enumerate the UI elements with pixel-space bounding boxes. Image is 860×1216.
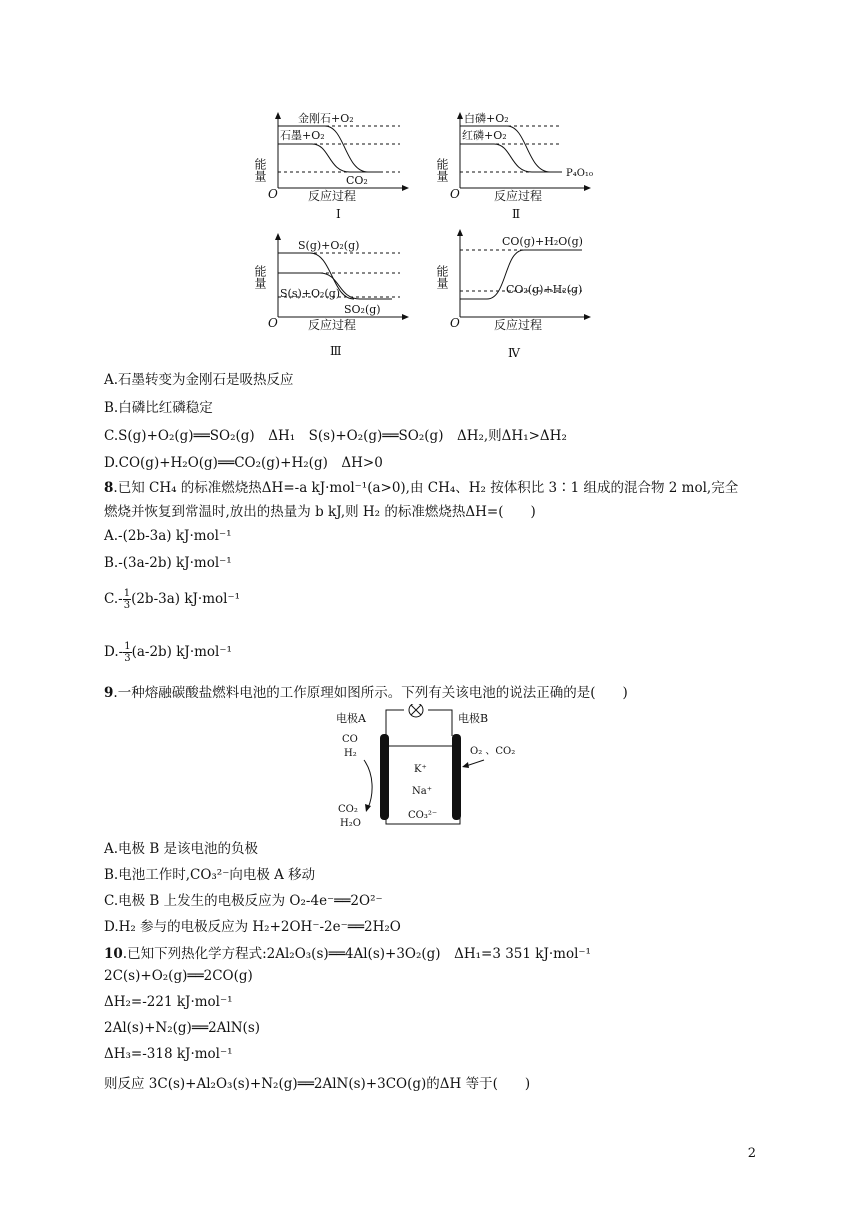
origin-label: O bbox=[268, 316, 278, 330]
fraction bbox=[123, 588, 131, 611]
q9-stem-text: .一种熔融碳酸盐燃料电池的工作原理如图所示。下列有关该电池的说法正确的是( ) bbox=[113, 685, 628, 701]
origin-label: O bbox=[268, 187, 278, 201]
question-number: 10 bbox=[104, 946, 123, 962]
q10-ask: 则反应 3C(s)+Al₂O₃(s)+N₂(g)══2AlN(s)+3CO(g)的ΔH 等于( ) bbox=[104, 1076, 531, 1092]
diagram-top-label: 金刚石+O₂ bbox=[298, 112, 354, 125]
q8-option-a: A.-(2b-3a) kJ·mol⁻¹ bbox=[104, 528, 232, 544]
electrode-a bbox=[380, 734, 389, 820]
q10-stem-text: .已知下列热化学方程式:2Al₂O₃(s)══4Al(s)+3O₂(g) ΔH₁=3 351 kJ·mol⁻¹ bbox=[122, 946, 591, 962]
question-number: 8 bbox=[104, 480, 114, 496]
fraction-numerator: 1 bbox=[123, 588, 131, 599]
q7-option-d: D.CO(g)+H₂O(g)══CO₂(g)+H₂(g) ΔH>0 bbox=[104, 455, 383, 471]
diagram-end-label: CO₂(g)+H₂(g) bbox=[506, 283, 583, 296]
diagram-top-label: CO(g)+H₂O(g) bbox=[502, 235, 583, 248]
q9-option-b: B.电池工作时,CO₃²⁻向电极 A 移动 bbox=[104, 867, 316, 883]
option-prefix: C.- bbox=[104, 591, 123, 607]
q8-stem-line1 bbox=[104, 476, 738, 496]
energy-diagram-3 bbox=[250, 233, 420, 361]
output-a-line2: H₂O bbox=[340, 818, 361, 829]
energy-diagram-2 bbox=[432, 108, 602, 224]
q9-option-a: A.电极 B 是该电池的负极 bbox=[104, 841, 259, 857]
electrode-b bbox=[452, 734, 461, 820]
x-axis-label: 反应过程 bbox=[308, 189, 357, 203]
x-axis-label: 反应过程 bbox=[494, 189, 543, 203]
fraction-denominator: 3 bbox=[124, 653, 131, 664]
q7-option-b: B.白磷比红磷稳定 bbox=[104, 400, 213, 416]
q8-stem-line2: 燃烧并恢复到常温时,放出的热量为 b kJ,则 H₂ 的标准燃烧热ΔH=( ) bbox=[104, 504, 536, 520]
q9-stem bbox=[104, 681, 628, 701]
q10-equation-2: 2C(s)+O₂(g)══2CO(g) bbox=[104, 968, 253, 984]
diagram-top-label: 白磷+O₂ bbox=[464, 112, 509, 125]
y-axis-label: 能量 bbox=[435, 158, 449, 182]
diagram-top-label: S(g)+O₂(g) bbox=[298, 239, 360, 252]
y-axis-label: 能量 bbox=[253, 158, 267, 182]
diagram-mid-label: 红磷+O₂ bbox=[462, 129, 507, 142]
diagram-end-label: P₄O₁₀ bbox=[566, 168, 593, 179]
figure-label: Ⅰ bbox=[336, 207, 341, 221]
y-axis-label: 能量 bbox=[435, 265, 449, 289]
option-suffix: (2b-3a) kJ·mol⁻¹ bbox=[131, 591, 241, 607]
option-prefix: D.- bbox=[104, 644, 124, 660]
page-number: 2 bbox=[747, 1146, 756, 1161]
q10-dh2: ΔH₂=-221 kJ·mol⁻¹ bbox=[104, 994, 233, 1010]
q10-equation-3: 2Al(s)+N₂(g)══2AlN(s) bbox=[104, 1020, 261, 1036]
input-a-line2: H₂ bbox=[344, 748, 357, 759]
q8-option-d bbox=[104, 641, 232, 664]
input-b-label: O₂ 、CO₂ bbox=[470, 746, 516, 757]
figure-label: Ⅳ bbox=[508, 346, 520, 360]
diagram-mid-label: 石墨+O₂ bbox=[280, 129, 325, 142]
question-number: 9 bbox=[104, 685, 114, 701]
x-axis-label: 反应过程 bbox=[494, 318, 543, 332]
origin-label: O bbox=[450, 187, 460, 201]
q7-option-a: A.石墨转变为金刚石是吸热反应 bbox=[104, 372, 294, 388]
y-axis-label: 能量 bbox=[253, 265, 267, 289]
q10-dh3: ΔH₃=-318 kJ·mol⁻¹ bbox=[104, 1046, 233, 1062]
diagram-end-label: SO₂(g) bbox=[344, 303, 381, 316]
option-suffix: (a-2b) kJ·mol⁻¹ bbox=[131, 644, 232, 660]
diagram-end-label: CO₂ bbox=[346, 174, 368, 187]
ion-na: Na⁺ bbox=[412, 786, 432, 797]
fuel-cell-diagram bbox=[334, 704, 534, 832]
q8-option-c bbox=[104, 588, 240, 611]
q10-stem bbox=[104, 942, 591, 962]
energy-diagram-4 bbox=[432, 223, 602, 361]
fraction bbox=[123, 641, 131, 664]
fraction-denominator: 3 bbox=[123, 600, 131, 611]
q7-option-c: C.S(g)+O₂(g)══SO₂(g) ΔH₁ S(s)+O₂(g)══SO₂(g) ΔH₂,则ΔH₁>ΔH₂ bbox=[104, 428, 567, 444]
diagram-mid-label: S(s)+O₂(g) bbox=[280, 287, 341, 300]
q9-option-c: C.电极 B 上发生的电极反应为 O₂-4e⁻══2O²⁻ bbox=[104, 893, 383, 909]
origin-label: O bbox=[450, 316, 460, 330]
energy-diagram-1 bbox=[250, 108, 420, 224]
q9-option-d: D.H₂ 参与的电极反应为 H₂+2OH⁻-2e⁻══2H₂O bbox=[104, 919, 401, 935]
q8-option-b: B.-(3a-2b) kJ·mol⁻¹ bbox=[104, 555, 232, 571]
input-a-line1: CO bbox=[342, 734, 358, 745]
output-a-line1: CO₂ bbox=[338, 804, 358, 815]
electrode-b-label: 电极B bbox=[458, 712, 489, 725]
fraction-numerator: 1 bbox=[124, 641, 131, 652]
ion-k: K⁺ bbox=[414, 764, 427, 775]
q8-stem-text: .已知 CH₄ 的标准燃烧热ΔH=-a kJ·mol⁻¹(a>0),由 CH₄、H₂ 按体积比 3∶1 组成的混合物 2 mol,完全 bbox=[113, 480, 739, 496]
figure-label: Ⅱ bbox=[512, 207, 521, 221]
electrode-a-label: 电极A bbox=[336, 712, 366, 725]
figure-label: Ⅲ bbox=[330, 344, 342, 358]
x-axis-label: 反应过程 bbox=[308, 318, 357, 332]
ion-co3: CO₃²⁻ bbox=[408, 810, 438, 821]
